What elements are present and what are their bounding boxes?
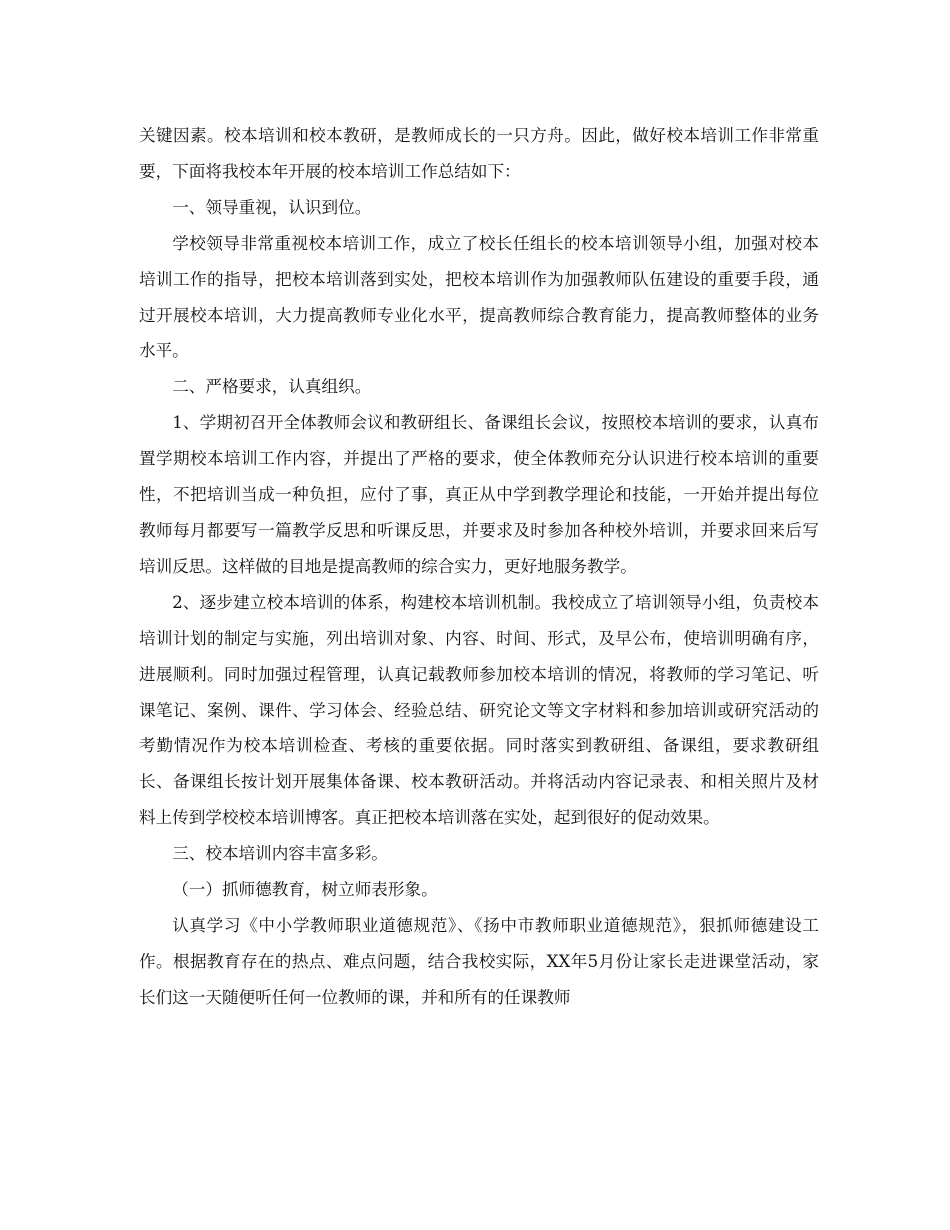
heading-subsection-1: （一）抓师德教育，树立师表形象。	[172, 880, 438, 900]
heading-section-3: 三、校本培训内容丰富多彩。	[172, 844, 388, 864]
paragraph-ethics: 认真学习《中小学教师职业道德规范》、《扬中市教师职业道德规范》，狠抓师德建设工作。根据教育存在的热点、难点问题，结合我校实际，XX年5月份让家长走进课堂活动，家长们这一天随便听任何一位教师的课，并和所有的任课教师	[139, 915, 819, 1007]
heading-section-2: 二、严格要求，认真组织。	[172, 377, 372, 397]
document-body	[139, 118, 819, 1016]
heading-section-1: 一、领导重视，认识到位。	[172, 197, 372, 217]
paragraph-leadership: 学校领导非常重视校本培训工作，成立了校长任组长的校本培训领导小组，加强对校本培训工作的指导，把校本培训落到实处，把校本培训作为加强教师队伍建设的重要手段，通过开展校本培训，大力提高教师专业化水平，提高教师综合教育能力，提高教师整体的业务水平。	[139, 233, 819, 361]
paragraph-item-1: 1、学期初召开全体教师会议和教研组长、备课组长会议，按照校本培训的要求，认真布置学期校本培训工作内容，并提出了严格的要求，使全体教师充分认识进行校本培训的重要性，不把培训当成一种负担，应付了事，真正从中学到教学理论和技能，一开始并提出每位教师每月都要写一篇教学反思和听课反思，并要求及时参加各种校外培训，并要求回来后写培训反思。这样做的目地是提高教师的综合实力，更好地服务教学。	[139, 413, 819, 576]
paragraph-intro: 关键因素。校本培训和校本教研，是教师成长的一只方舟。因此，做好校本培训工作非常重要，下面将我校本年开展的校本培训工作总结如下：	[139, 126, 819, 181]
paragraph-item-2: 2、逐步建立校本培训的体系，构建校本培训机制。我校成立了培训领导小组，负责校本培训计划的制定与实施，列出培训对象、内容、时间、形式，及早公布，使培训明确有序，进展顺利。同时加强过程管理，认真记载教师参加校本培训的情况，将教师的学习笔记、听课笔记、案例、课件、学习体会、经验总结、研究论文等文字材料和参加培训或研究活动的考勤情况作为校本培训检查、考核的重要依据。同时落实到教研组、备课组，要求教研组长、备课组长按计划开展集体备课、校本教研活动。并将活动内容记录表、和相关照片及材料上传到学校校本培训博客。真正把校本培训落在实处，起到很好的促动效果。	[139, 592, 819, 828]
